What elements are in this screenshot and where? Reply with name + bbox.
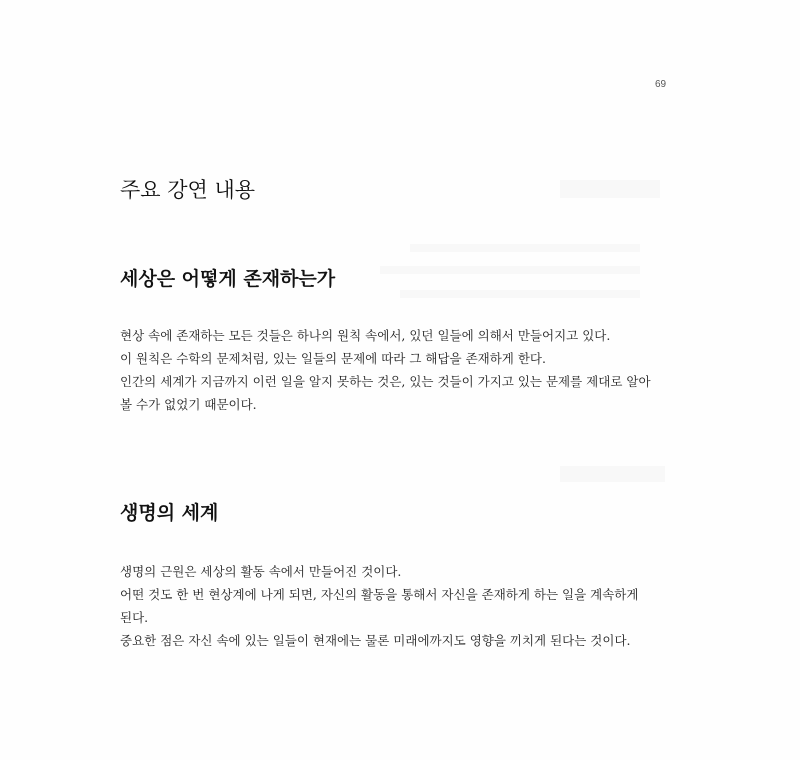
bleed-through-mark: [410, 244, 640, 252]
section-body-world-of-life: [120, 560, 680, 652]
paragraph-line: 이 원칙은 수학의 문제처럼, 있는 일들의 문제에 따라 그 해답을 존재하게 한다.: [120, 351, 546, 366]
bleed-through-mark: [560, 466, 665, 482]
chapter-title: 주요 강연 내용: [120, 178, 256, 202]
page-number: 69: [655, 79, 667, 90]
paragraph-line: 어떤 것도 한 번 현상계에 나게 되면, 자신의 활동을 통해서 자신을 존재하게 하는 일을 계속하게: [120, 587, 639, 602]
bleed-through-mark: [560, 180, 660, 198]
paragraph-line: 인간의 세계가 지금까지 이런 일을 알지 못하는 것은, 있는 것들이 가지고 있는 문제를 제대로 알아: [120, 374, 651, 389]
paragraph-line: 생명의 근원은 세상의 활동 속에서 만들어진 것이다.: [120, 564, 402, 579]
bleed-through-mark: [400, 290, 640, 298]
paragraph-line: 중요한 점은 자신 속에 있는 일들이 현재에는 물론 미래에까지도 영향을 끼치게 된다는 것이다.: [120, 633, 631, 648]
section-body-world-existence: [120, 324, 680, 416]
section-heading-world-of-life: 생명의 세계: [120, 502, 219, 524]
bleed-through-mark: [380, 266, 640, 274]
paragraph-line: 된다.: [120, 610, 149, 625]
paragraph-line: 볼 수가 없었기 때문이다.: [120, 397, 257, 412]
section-heading-world-existence: 세상은 어떻게 존재하는가: [120, 268, 336, 290]
paragraph-line: 현상 속에 존재하는 모든 것들은 하나의 원칙 속에서, 있던 일들에 의해서 만들어지고 있다.: [120, 328, 611, 343]
